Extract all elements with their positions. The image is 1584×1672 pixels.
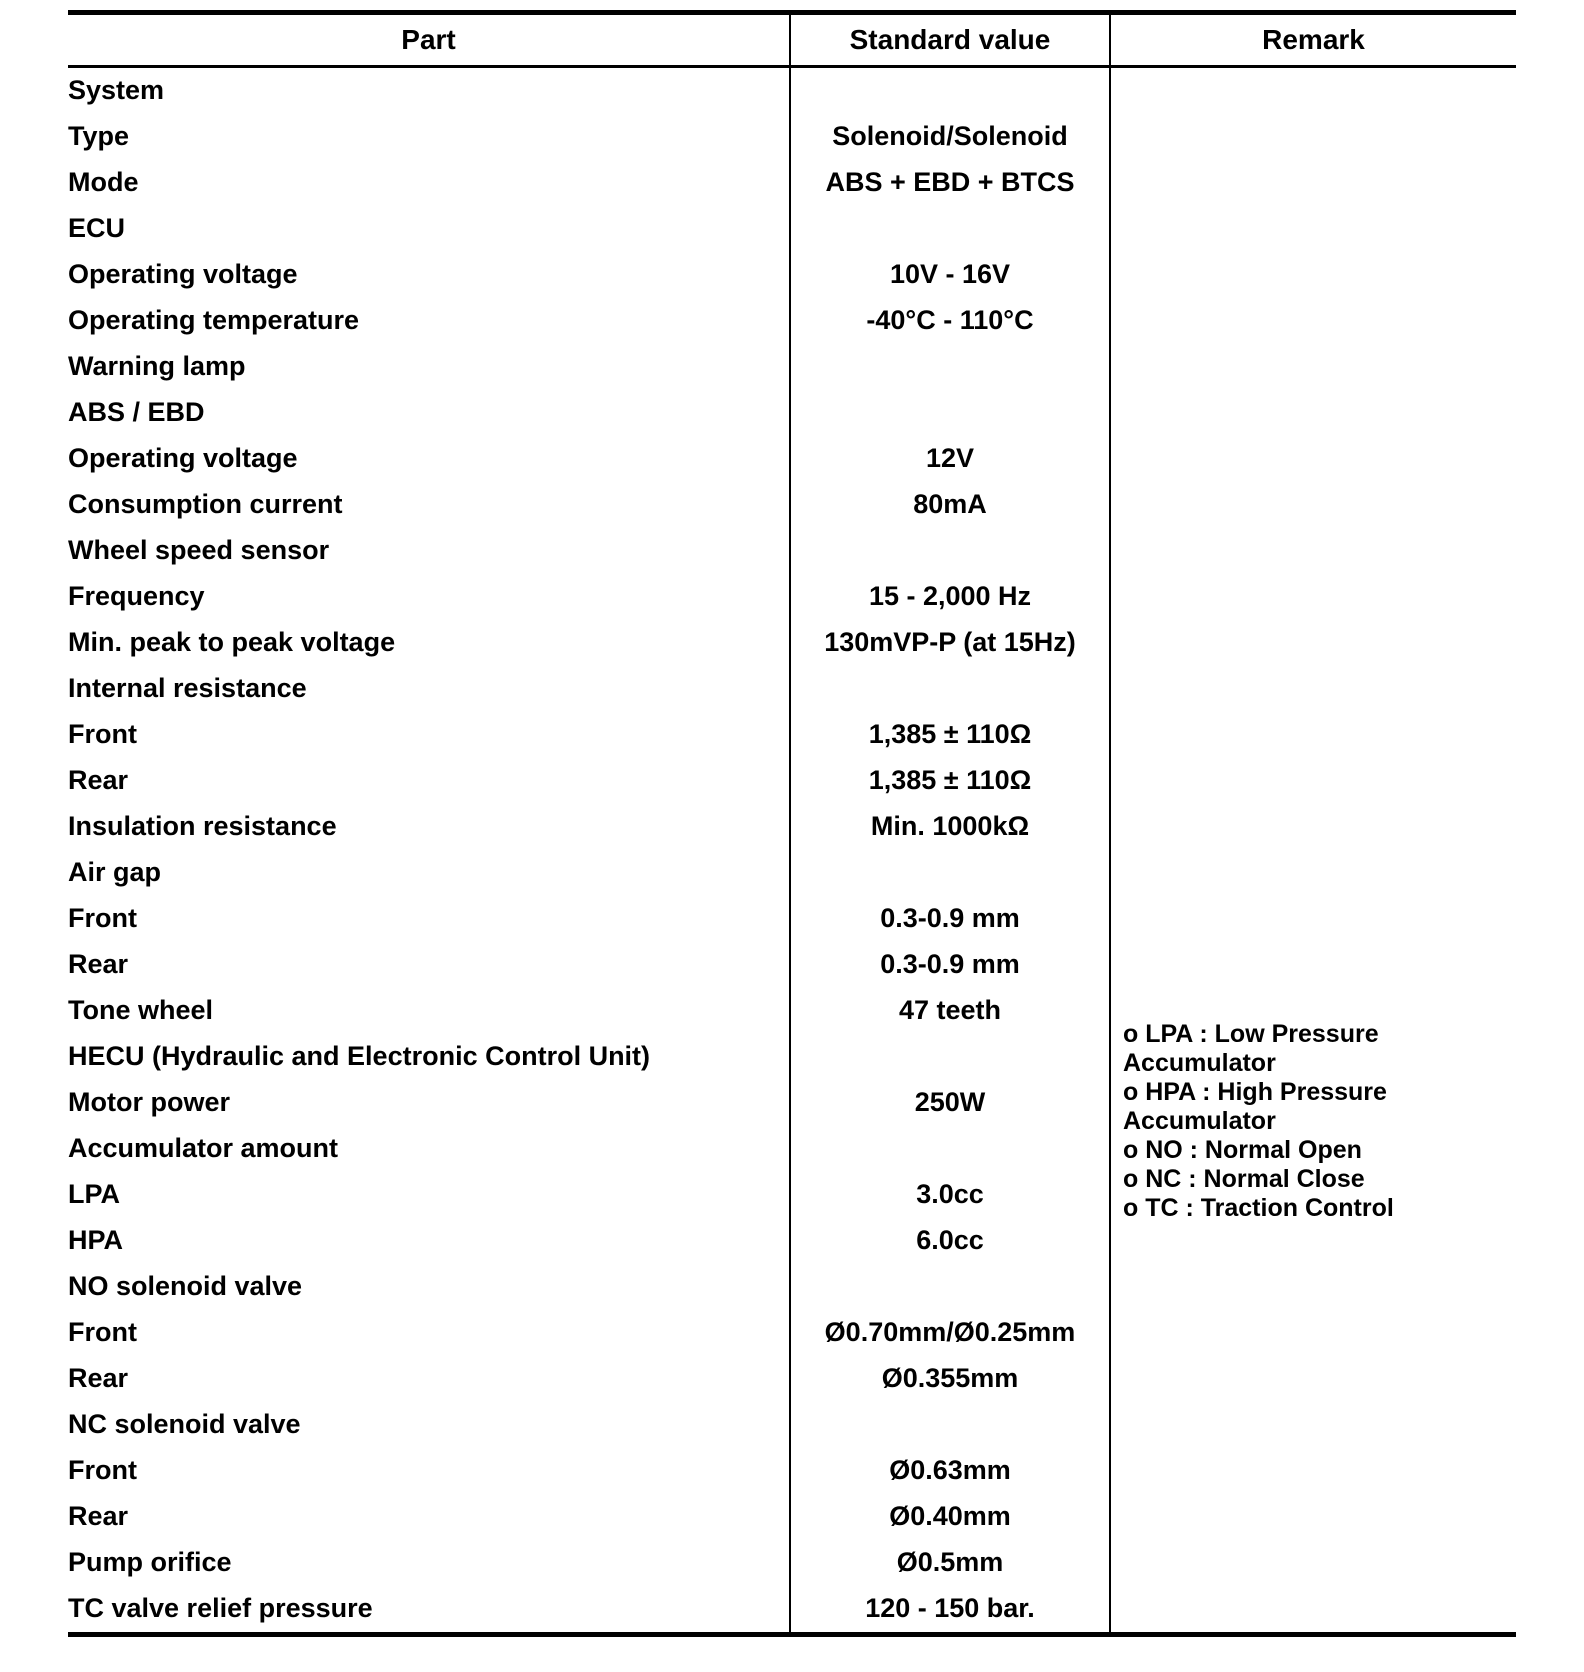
column-header-part: Part bbox=[68, 13, 790, 67]
value-cell: 130mVP-P (at 15Hz) bbox=[790, 620, 1110, 666]
value-cell: 80mA bbox=[790, 482, 1110, 528]
value-cell: 0.3-0.9 mm bbox=[790, 896, 1110, 942]
part-cell: NO solenoid valve bbox=[68, 1271, 303, 1302]
value-cell bbox=[790, 528, 1110, 574]
value-cell bbox=[790, 1264, 1110, 1310]
value-cell: 47 teeth bbox=[790, 988, 1110, 1034]
value-cell: 3.0cc bbox=[790, 1172, 1110, 1218]
part-cell: TC valve relief pressure bbox=[68, 1593, 373, 1624]
part-cell: NC solenoid valve bbox=[68, 1409, 301, 1440]
value-cell: 120 - 150 bar. bbox=[790, 1586, 1110, 1635]
remark-line: o TC : Traction Control bbox=[1123, 1194, 1394, 1222]
remark-line: o NC : Normal Close bbox=[1123, 1165, 1365, 1193]
part-cell: Front bbox=[68, 1317, 137, 1348]
value-cell bbox=[790, 344, 1110, 390]
value-cell: Ø0.355mm bbox=[790, 1356, 1110, 1402]
part-cell: Consumption current bbox=[68, 489, 343, 520]
part-cell: Wheel speed sensor bbox=[68, 535, 330, 566]
table-body bbox=[68, 67, 1516, 1635]
part-cell: ABS / EBD bbox=[68, 397, 205, 428]
value-cell: 1,385 ± 110Ω bbox=[790, 712, 1110, 758]
value-cell bbox=[790, 67, 1110, 115]
value-cell: Ø0.40mm bbox=[790, 1494, 1110, 1540]
value-cell: Ø0.70mm/Ø0.25mm bbox=[790, 1310, 1110, 1356]
remark-line: o LPA : Low Pressure Accumulator bbox=[1123, 1020, 1379, 1077]
value-cell: -40°C - 110°C bbox=[790, 298, 1110, 344]
part-cell: Internal resistance bbox=[68, 673, 307, 704]
value-cell: 15 - 2,000 Hz bbox=[790, 574, 1110, 620]
value-cell: Ø0.63mm bbox=[790, 1448, 1110, 1494]
value-cell bbox=[790, 1402, 1110, 1448]
part-cell: Pump orifice bbox=[68, 1547, 232, 1578]
part-cell: Warning lamp bbox=[68, 351, 246, 382]
value-cell: 0.3-0.9 mm bbox=[790, 942, 1110, 988]
part-cell: Mode bbox=[68, 167, 139, 198]
part-cell: Motor power bbox=[68, 1087, 230, 1118]
value-cell bbox=[790, 1126, 1110, 1172]
part-cell: Type bbox=[68, 121, 130, 152]
part-cell: HPA bbox=[68, 1225, 124, 1256]
part-cell: Front bbox=[68, 1455, 137, 1486]
part-cell: Rear bbox=[68, 1363, 129, 1394]
value-cell: 12V bbox=[790, 436, 1110, 482]
part-cell: Frequency bbox=[68, 581, 205, 612]
part-cell: System bbox=[68, 75, 165, 106]
part-cell: Operating voltage bbox=[68, 443, 298, 474]
part-cell: Tone wheel bbox=[68, 995, 214, 1026]
value-cell: ABS + EBD + BTCS bbox=[790, 160, 1110, 206]
remark-line: o NO : Normal Open bbox=[1123, 1136, 1362, 1164]
table-row bbox=[68, 67, 1516, 115]
header-row bbox=[68, 13, 1516, 67]
table-header bbox=[68, 13, 1516, 67]
value-cell: Ø0.5mm bbox=[790, 1540, 1110, 1586]
specification-table bbox=[68, 10, 1516, 1637]
part-cell: Rear bbox=[68, 1501, 129, 1532]
value-cell: 6.0cc bbox=[790, 1218, 1110, 1264]
part-cell: LPA bbox=[68, 1179, 120, 1210]
value-cell: 1,385 ± 110Ω bbox=[790, 758, 1110, 804]
value-cell bbox=[790, 666, 1110, 712]
value-cell bbox=[790, 1034, 1110, 1080]
part-cell: Rear bbox=[68, 765, 129, 796]
value-cell: 10V - 16V bbox=[790, 252, 1110, 298]
value-cell bbox=[790, 390, 1110, 436]
part-cell: Operating voltage bbox=[68, 259, 298, 290]
value-cell bbox=[790, 206, 1110, 252]
part-cell: Insulation resistance bbox=[68, 811, 337, 842]
part-cell: Rear bbox=[68, 949, 129, 980]
value-cell: 250W bbox=[790, 1080, 1110, 1126]
value-cell: Solenoid/Solenoid bbox=[790, 114, 1110, 160]
column-header-standard-value: Standard value bbox=[790, 13, 1110, 67]
part-cell: ECU bbox=[68, 213, 126, 244]
value-cell bbox=[790, 850, 1110, 896]
remark-line: o HPA : High Pressure Accumulator bbox=[1123, 1078, 1387, 1135]
part-cell: Accumulator amount bbox=[68, 1133, 339, 1164]
part-cell: Front bbox=[68, 719, 137, 750]
part-cell: Front bbox=[68, 903, 137, 934]
part-cell: Air gap bbox=[68, 857, 162, 888]
part-cell: HECU (Hydraulic and Electronic Control Unit) bbox=[68, 1041, 651, 1072]
column-header-remark: Remark bbox=[1110, 13, 1516, 67]
part-cell: Operating temperature bbox=[68, 305, 360, 336]
part-cell: Min. peak to peak voltage bbox=[68, 627, 396, 658]
value-cell: Min. 1000kΩ bbox=[790, 804, 1110, 850]
remark-cell bbox=[1110, 67, 1516, 1635]
